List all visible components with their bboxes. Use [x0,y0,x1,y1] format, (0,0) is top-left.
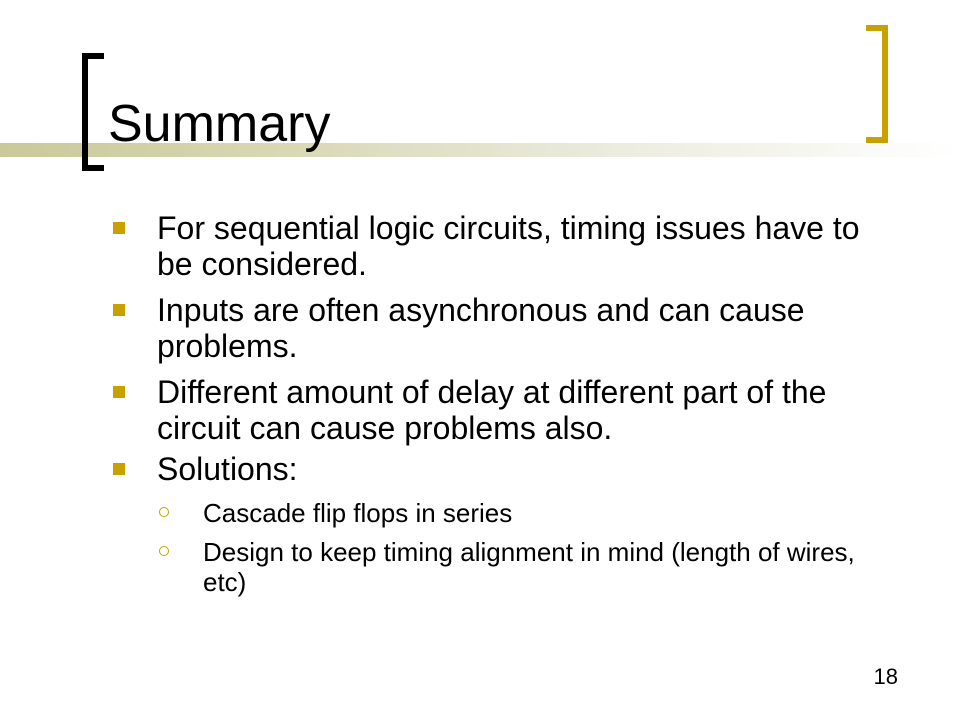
left-bracket-decoration [82,53,104,171]
sub-bullet-text: Design to keep timing alignment in mind (length of wires, etc) [203,537,855,597]
bullet-text: Inputs are often asynchronous and can cause problems. [157,292,805,364]
page-number: 18 [873,664,898,689]
sub-bullet-item [203,498,883,528]
slide-title: Summary [108,95,331,153]
circle-bullet-icon [159,507,169,517]
bullet-text: For sequential logic circuits, timing issues have to be considered. [157,210,860,282]
square-bullet-icon [113,304,125,316]
sub-bullet-text: Cascade flip flops in series [203,498,513,528]
square-bullet-icon [113,222,125,234]
sub-bullet-item [203,537,883,597]
bullet-item [157,210,877,282]
bullet-item [157,292,877,364]
circle-bullet-icon [159,546,169,556]
right-bracket-decoration [866,25,888,143]
square-bullet-icon [113,386,125,398]
bullet-text: Different amount of delay at different part of the circuit can cause problems also. [157,374,827,446]
bullet-text: Solutions: [157,451,298,487]
bullet-item [157,451,877,487]
bullet-item [157,374,877,446]
square-bullet-icon [113,463,125,475]
